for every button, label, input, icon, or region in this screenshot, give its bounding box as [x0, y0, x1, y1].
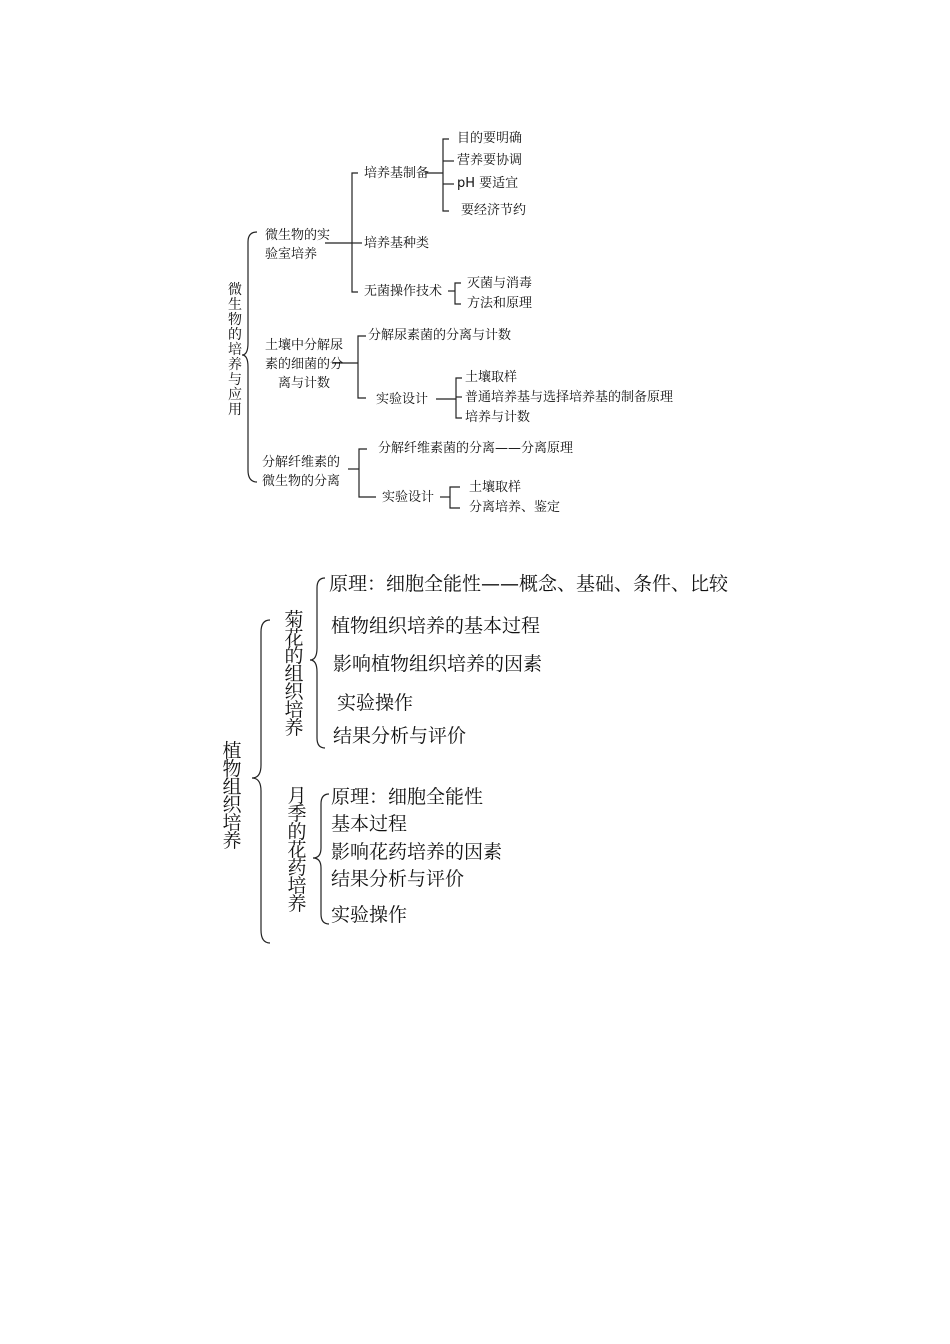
node-medium-prep: 培养基制备 [364, 166, 430, 181]
branch-lab-culture: 微生物的实验室培养 [265, 228, 331, 262]
branch3-bracket [359, 449, 376, 497]
root-brace-2 [252, 620, 270, 943]
leaf-chrys-2: 植物组织培养的基本过程 [331, 615, 541, 637]
leaf-design1-3: 培养与计数 [465, 410, 531, 425]
node-cellulose-separation: 分解纤维素菌的分离——分离原理 [378, 441, 574, 456]
branch2-brace [313, 794, 329, 924]
leaf-design1-1: 土壤取样 [465, 370, 518, 385]
leaf-design2-2: 分离培养、鉴定 [469, 500, 561, 515]
root-label-microbe: 微生物的培养与应用 [228, 282, 242, 418]
leaf-chrys-1: 原理：细胞全能性——概念、基础、条件、比较 [329, 573, 729, 595]
branch-urea-bacteria: 土壤中分解尿素的细菌的分离与计数 [264, 338, 343, 391]
leaf-prep-3: pH 要适宜 [457, 176, 519, 191]
design1-bracket [456, 378, 462, 418]
branch1-brace [310, 578, 325, 748]
leaf-design2-1: 土壤取样 [469, 480, 522, 495]
node-design-2: 实验设计 [382, 490, 435, 505]
leaf-rose-1: 原理：细胞全能性 [331, 786, 484, 808]
leaf-chrys-5: 结果分析与评价 [333, 725, 467, 747]
node-urea-separation: 分解尿素菌的分离与计数 [368, 328, 512, 343]
branch-cellulose-microbe: 分解纤维素的微生物的分离 [262, 455, 341, 489]
branch2-bracket [358, 336, 366, 398]
branch-chrysanthemum: 菊花的组织培养 [284, 609, 304, 739]
design2-bracket [450, 487, 460, 508]
node-medium-types: 培养基种类 [364, 236, 430, 251]
leaf-rose-4: 结果分析与评价 [331, 868, 465, 890]
leaf-chrys-4: 实验操作 [337, 692, 414, 714]
root-label-plant-tissue: 植物组织培养 [222, 740, 242, 852]
leaf-aseptic-2: 方法和原理 [467, 296, 533, 311]
leaf-prep-2: 营养要协调 [457, 153, 523, 168]
leaf-rose-2: 基本过程 [331, 813, 408, 835]
leaf-rose-5: 实验操作 [331, 904, 408, 926]
leaf-prep-1: 目的要明确 [457, 131, 523, 146]
aseptic-bracket [455, 283, 461, 304]
root-brace-1 [242, 232, 257, 482]
leaf-prep-4: 要经济节约 [461, 203, 527, 218]
node-aseptic: 无菌操作技术 [364, 284, 443, 299]
leaf-rose-3: 影响花药培养的因素 [331, 841, 503, 863]
branch-rose-anther: 月季的花药培养 [287, 785, 307, 915]
prep-bracket [443, 139, 449, 211]
node-design-1: 实验设计 [376, 392, 429, 407]
leaf-chrys-3: 影响植物组织培养的因素 [333, 653, 543, 675]
leaf-design1-2: 普通培养基与选择培养基的制备原理 [465, 390, 674, 405]
branch1-bracket [352, 173, 358, 292]
leaf-aseptic-1: 灭菌与消毒 [467, 276, 533, 291]
